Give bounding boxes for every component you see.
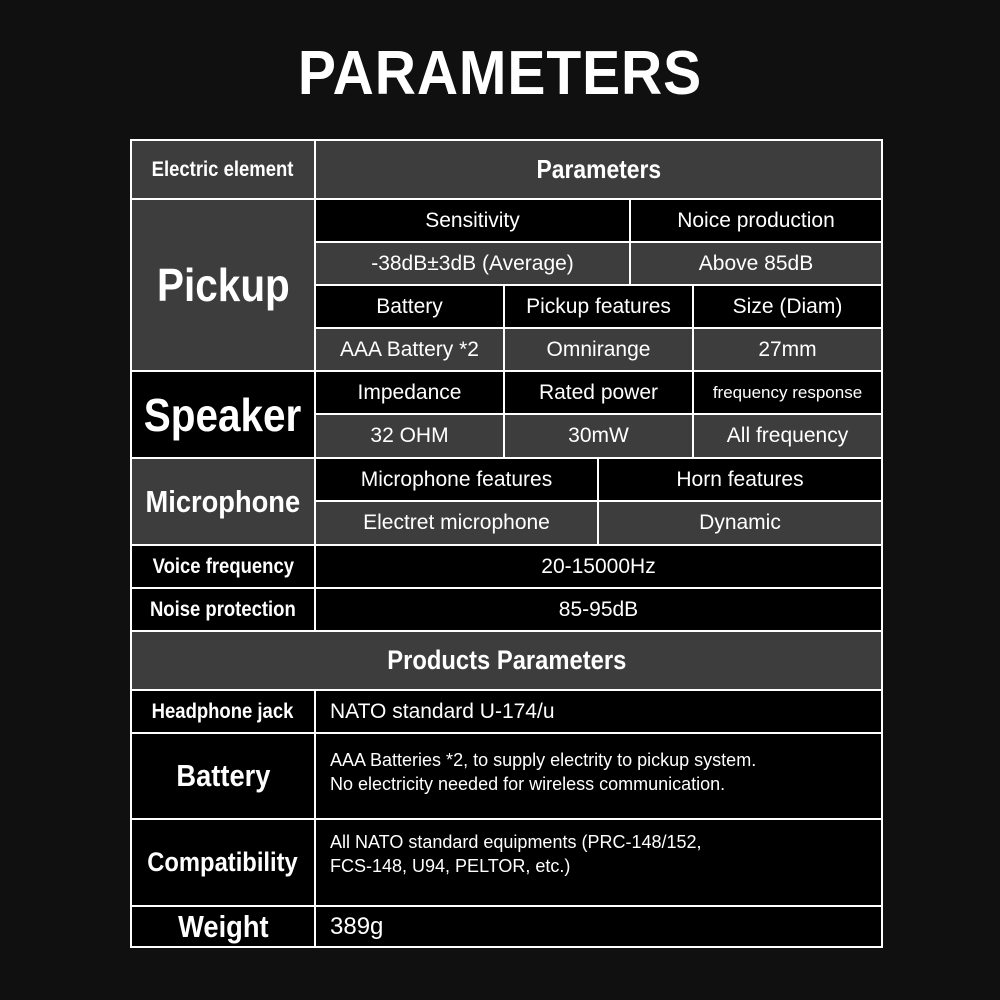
sensitivity-value: -38dB±3dB (Average) bbox=[314, 241, 631, 286]
microphone-label: Microphone bbox=[130, 457, 316, 546]
rated-power-label: Rated power bbox=[503, 370, 694, 415]
header-electric-element: Electric element bbox=[130, 139, 316, 200]
horn-features-label: Horn features bbox=[597, 457, 883, 502]
sensitivity-label: Sensitivity bbox=[314, 198, 631, 243]
pickup-features-value: Omnirange bbox=[503, 327, 694, 372]
pickup-label: Pickup bbox=[130, 198, 316, 372]
compatibility-label: Compatibility bbox=[130, 818, 316, 907]
noise-production-label: Noice production bbox=[629, 198, 883, 243]
pickup-size-label: Size (Diam) bbox=[692, 284, 883, 329]
header-parameters: Parameters bbox=[314, 139, 883, 200]
compatibility-value bbox=[314, 818, 883, 907]
speaker-label: Speaker bbox=[130, 370, 316, 459]
mic-features-value: Electret microphone bbox=[314, 500, 599, 546]
battery-line-2: No electricity needed for wireless communication. bbox=[330, 774, 726, 794]
weight-value: 389g bbox=[314, 905, 883, 948]
pickup-battery-value: AAA Battery *2 bbox=[314, 327, 505, 372]
products-parameters-header: Products Parameters bbox=[130, 630, 883, 691]
weight-label: Weight bbox=[130, 905, 316, 948]
voice-frequency-value: 20-15000Hz bbox=[314, 544, 883, 589]
impedance-value: 32 OHM bbox=[314, 413, 505, 459]
battery-value bbox=[314, 732, 883, 820]
headphone-jack-label: Headphone jack bbox=[130, 689, 316, 734]
mic-features-label: Microphone features bbox=[314, 457, 599, 502]
noise-protection-label: Noise protection bbox=[130, 587, 316, 632]
pickup-features-label: Pickup features bbox=[503, 284, 694, 329]
voice-frequency-label: Voice frequency bbox=[130, 544, 316, 589]
impedance-label: Impedance bbox=[314, 370, 505, 415]
horn-features-value: Dynamic bbox=[597, 500, 883, 546]
headphone-jack-value: NATO standard U-174/u bbox=[314, 689, 883, 734]
pickup-size-value: 27mm bbox=[692, 327, 883, 372]
noise-production-value: Above 85dB bbox=[629, 241, 883, 286]
battery-label: Battery bbox=[130, 732, 316, 820]
frequency-response-value: All frequency bbox=[692, 413, 883, 459]
frequency-response-label: frequency response bbox=[692, 370, 883, 415]
pickup-battery-label: Battery bbox=[314, 284, 505, 329]
battery-line-1: AAA Batteries *2, to supply electrity to pickup system. bbox=[330, 750, 757, 770]
compatibility-line-2: FCS-148, U94, PELTOR, etc.) bbox=[330, 856, 571, 876]
noise-protection-value: 85-95dB bbox=[314, 587, 883, 632]
rated-power-value: 30mW bbox=[503, 413, 694, 459]
page-title: PARAMETERS bbox=[297, 39, 703, 108]
compatibility-line-1: All NATO standard equipments (PRC-148/152, bbox=[330, 832, 702, 852]
